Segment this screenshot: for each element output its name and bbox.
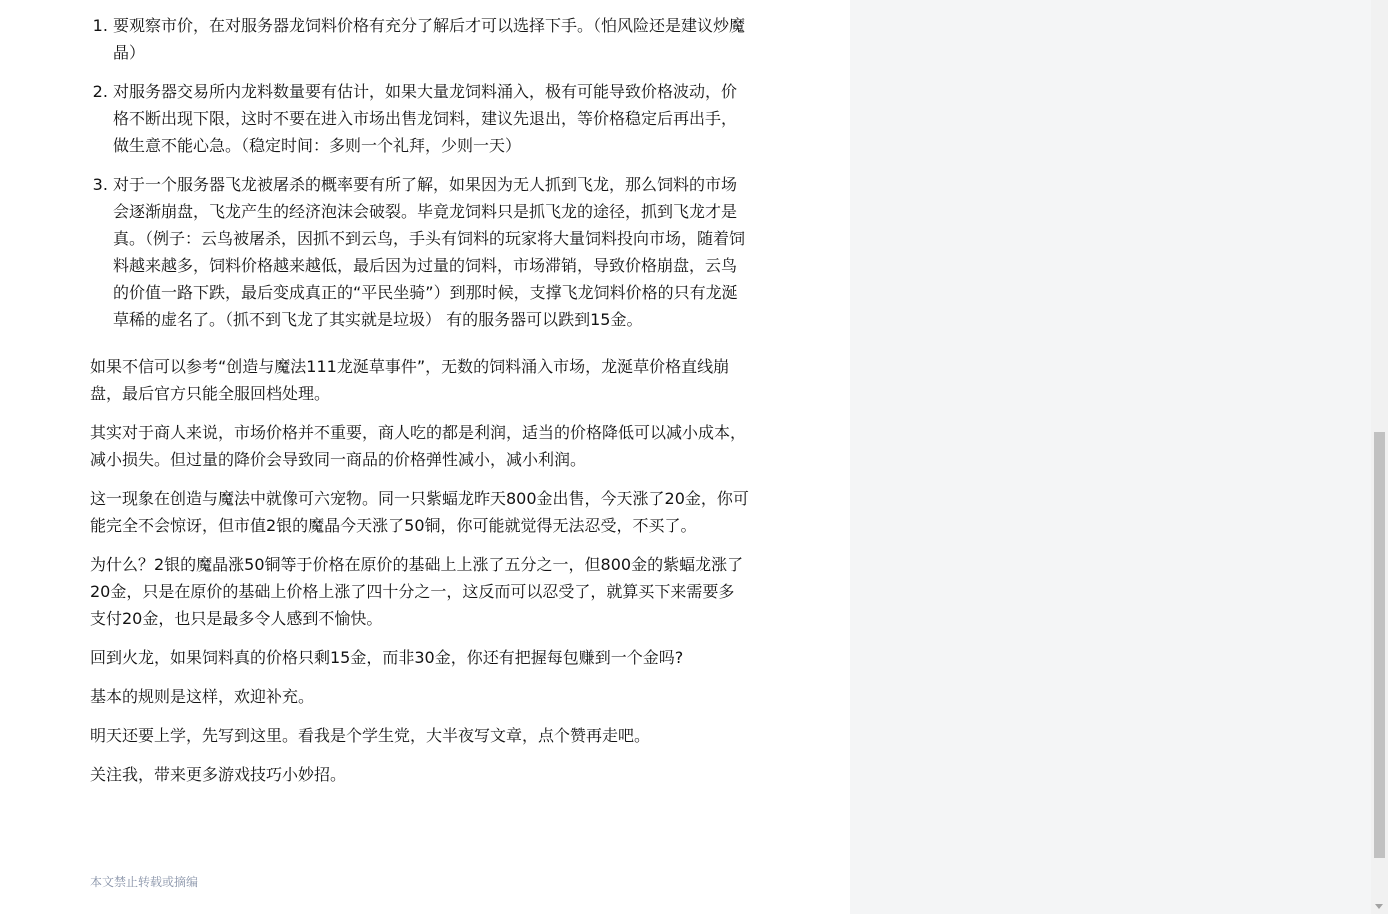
- list-item: 2. 对服务器交易所内龙料数量要有估计，如果大量龙饲料涌入，极有可能导致价格波动，价格不断出现下限，这时不要在进入市场出售龙饲料，建议先退出，等价格稳定后再出手，做生意不能心急。（稳定时间：多则一个礼拜，少则一天）: [113, 78, 750, 159]
- list-item: 3. 对于一个服务器飞龙被屠杀的概率要有所了解，如果因为无人抓到飞龙，那么饲料的市场会逐渐崩盘，飞龙产生的经济泡沫会破裂。毕竟龙饲料只是抓飞龙的途径，抓到飞龙才是真。（例子：云鸟被屠杀，因抓不到云鸟，手头有饲料的玩家将大量饲料投向市场，随着饲料越来越多，饲料价格越来越低，最后因为过量的饲料，市场滞销，导致价格崩盘，云鸟的价值一路下跌，最后变成真正的“平民坐骑”）到那时候，支撑飞龙饲料价格的只有龙涎草稀的虚名了。（抓不到飞龙了其实就是垃圾） 有的服务器可以跌到15金。: [113, 171, 750, 333]
- paragraph: 基本的规则是这样，欢迎补充。: [90, 687, 315, 706]
- paragraph: 为什么？2银的魔晶涨50铜等于价格在原价的基础上上涨了五分之一，但800金的紫蝠龙涨了20金，只是在原价的基础上价格上涨了四十分之一，这反而可以忍受了，就算买下来需要多支付20金，也只是最多令人感到不愉快。: [90, 555, 744, 628]
- scrollbar-thumb[interactable]: [1374, 432, 1385, 858]
- paragraph: 关注我，带来更多游戏技巧小妙招。: [90, 765, 347, 784]
- list-item: 1. 要观察市价，在对服务器龙饲料价格有充分了解后才可以选择下手。（怕风险还是建议炒魔晶）: [113, 12, 750, 66]
- copyright-note: 本文禁止转载或摘编: [90, 875, 199, 889]
- paragraph: 回到火龙，如果饲料真的价格只剩15金，而非30金，你还有把握每包赚到一个金吗?: [90, 648, 684, 667]
- paragraph: 如果不信可以参考“创造与魔法111龙涎草事件”，无数的饲料涌入市场，龙涎草价格直线崩盘，最后官方只能全服回档处理。: [90, 357, 730, 403]
- tips-list: [90, 12, 750, 333]
- article-body: [90, 12, 750, 800]
- vertical-scrollbar[interactable]: [1371, 0, 1388, 914]
- paragraph: 明天还要上学，先写到这里。看我是个学生党，大半夜写文章，点个赞再走吧。: [90, 726, 651, 745]
- paragraph: 其实对于商人来说，市场价格并不重要，商人吃的都是利润，适当的价格降低可以减小成本，减小损失。但过量的降价会导致同一商品的价格弹性减小，减小利润。: [90, 423, 747, 469]
- scroll-down-arrow-icon[interactable]: [1375, 904, 1383, 909]
- paragraph: 这一现象在创造与魔法中就像可六宠物。同一只紫蝠龙昨天800金出售，今天涨了20金，你可能完全不会惊讶，但市值2银的魔晶今天涨了50铜，你可能就觉得无法忍受，不买了。: [90, 489, 749, 535]
